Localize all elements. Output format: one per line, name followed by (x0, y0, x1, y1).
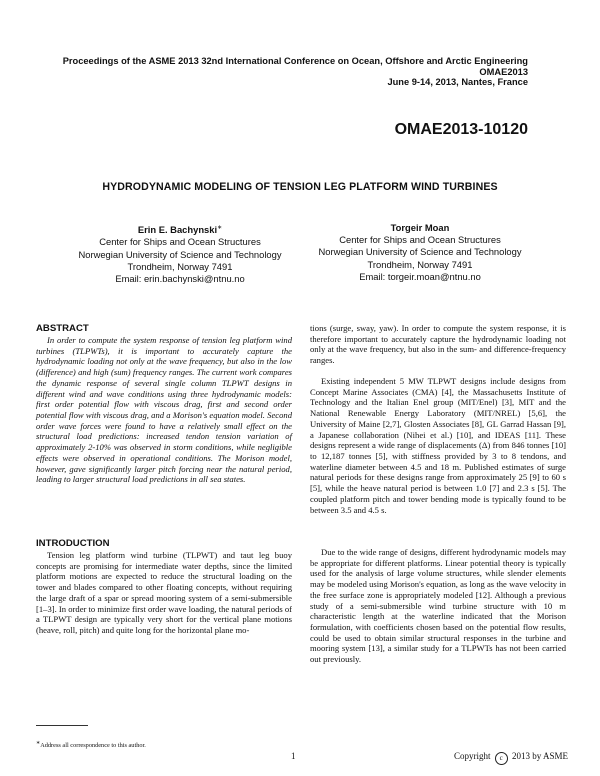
author-email: Email: torgeir.moan@ntnu.no (359, 270, 481, 282)
author-name: Torgeir Moan (390, 222, 450, 233)
proceedings-line: Proceedings of the ASME 2013 32nd International Conference on Ocean, Offshore and Arctic Engineering (62, 56, 528, 66)
intro-paragraph-2: Existing independent 5 MW TLPWT designs include designs from Concept Marine Associates (CMA) [4], the Massachusetts Institute of Technology and the Italian Enel group (MIT/Enel) [3], MIT and the National Renewable Energy Laboratory (MIT/NREL) [5,6], the University of Maine [2,7], Glosten Associates [8], GL Garrad Hassan [9], a Japanese collaboration (Nihei et al.) [10], and IDEAS [11]. These designs represent a wide range of displacements (Δ) from 846 tonnes [10] to 12,187 tonnes [5], with stiffness provided by 3 to 8 tendons, and waterline diameter between 4.5 and 18 m. Published estimates of surge natural periods for these designs range from approximately 25 [9] to 60 s [5], while the heave natural period is between 1.0 [7] and 2.3 s [5]. The coupled platform pitch and tower bending mode is typically found to be between 3.5 and 4.5 s. (310, 376, 566, 515)
footnote (36, 740, 146, 749)
copyright-symbol: c (495, 752, 508, 765)
author-location: Trondheim, Norway 7491 (127, 260, 233, 272)
author-block-1 (60, 222, 300, 285)
intro-continuation: tions (surge, sway, yaw). In order to compute the system response, it is therefore important to accurately capture the hydrodynamic loading not only at the wave frequency, but also in the sum- and difference-frequency ranges. (310, 323, 566, 366)
abstract-heading: ABSTRACT (36, 323, 89, 334)
author-university: Norwegian University of Science and Technology (318, 246, 522, 258)
introduction-heading: INTRODUCTION (36, 538, 110, 549)
author-affiliation: Center for Ships and Ocean Structures (339, 234, 501, 246)
copyright-notice (454, 751, 568, 765)
author-block-2 (300, 222, 540, 283)
author-location: Trondheim, Norway 7491 (367, 258, 473, 270)
abstract-text: In order to compute the system response of tension leg platform wind turbines (TLPWTs), it is important to accurately capture the hydrodynamic loading not only at the wave frequency, but also in the low (difference) and high (sum) frequency ranges. The current work compares the dynamic response of several single column TLPWT designs in different wind and wave conditions using three hydrodynamic models: first order potential flow with viscous drag, first and second order potential flow with viscous drag, and a Morison's equation model. Second order wave forces were found to have a relatively small effect on the structural load predictions: increased tendon tension variation of approximately 2-10% was observed in storm conditions, while negligible effects were observed in operational conditions. The Morison model, however, gave significantly larger pitch forcing near the natural period, leading to larger structural load predictions in all sea states. (36, 335, 292, 485)
conference-dates-location: June 9-14, 2013, Nantes, France (387, 77, 528, 87)
paper-id: OMAE2013-10120 (394, 121, 528, 138)
author-name: Erin E. Bachynski∗ (137, 224, 223, 236)
conference-code: OMAE2013 (479, 67, 528, 77)
footnote-rule (36, 725, 88, 726)
copyright-tail: 2013 by ASME (511, 751, 568, 761)
paper-title: HYDRODYNAMIC MODELING OF TENSION LEG PLATFORM WIND TURBINES (102, 181, 498, 193)
introduction-paragraph-1: Tension leg platform wind turbine (TLPWT) and taut leg buoy concepts are promising for intermediate water depths, since the limited platform motions are expected to reduce the structural loading on the tower and blades compared to other floating concepts, without requiring the large draft of a spar or spread mooring system of a semi-submersible [1–3]. In order to minimize first order wave loading, the natural periods of a TLPWT design are typically very short for the vertical plane motions (heave, roll, pitch) and quite long for the horizontal plane mo- (36, 550, 292, 636)
copyright-word: Copyright (453, 751, 491, 761)
footnote-text: Address all correspondence to this author. (40, 742, 146, 750)
intro-paragraph-3: Due to the wide range of designs, different hydrodynamic models may be appropriate for different platforms. Linear potential theory is typically used for the analysis of large volume structures, while slender elements may be modeled using Morison's equation, as long as the wave velocity in the free surface zone is appropriately modeled [12]. Although a previous study of a semi-submersible wind turbine structure with 10 m characteristic length at the waterline indicated that the Morison formulation, with coefficients chosen based on the potential flow results, could be used to obtain similar structural responses in the turbine and mooring system [13], a similar study for a TLPWTs has not been carried out previously. (310, 547, 566, 665)
author-university: Norwegian University of Science and Technology (78, 248, 282, 260)
author-affiliation: Center for Ships and Ocean Structures (99, 236, 261, 248)
page-number: 1 (291, 751, 296, 761)
author-email: Email: erin.bachynski@ntnu.no (115, 272, 245, 284)
footnote-mark: ∗ (36, 741, 41, 746)
author-footnote-mark: ∗ (217, 225, 223, 231)
